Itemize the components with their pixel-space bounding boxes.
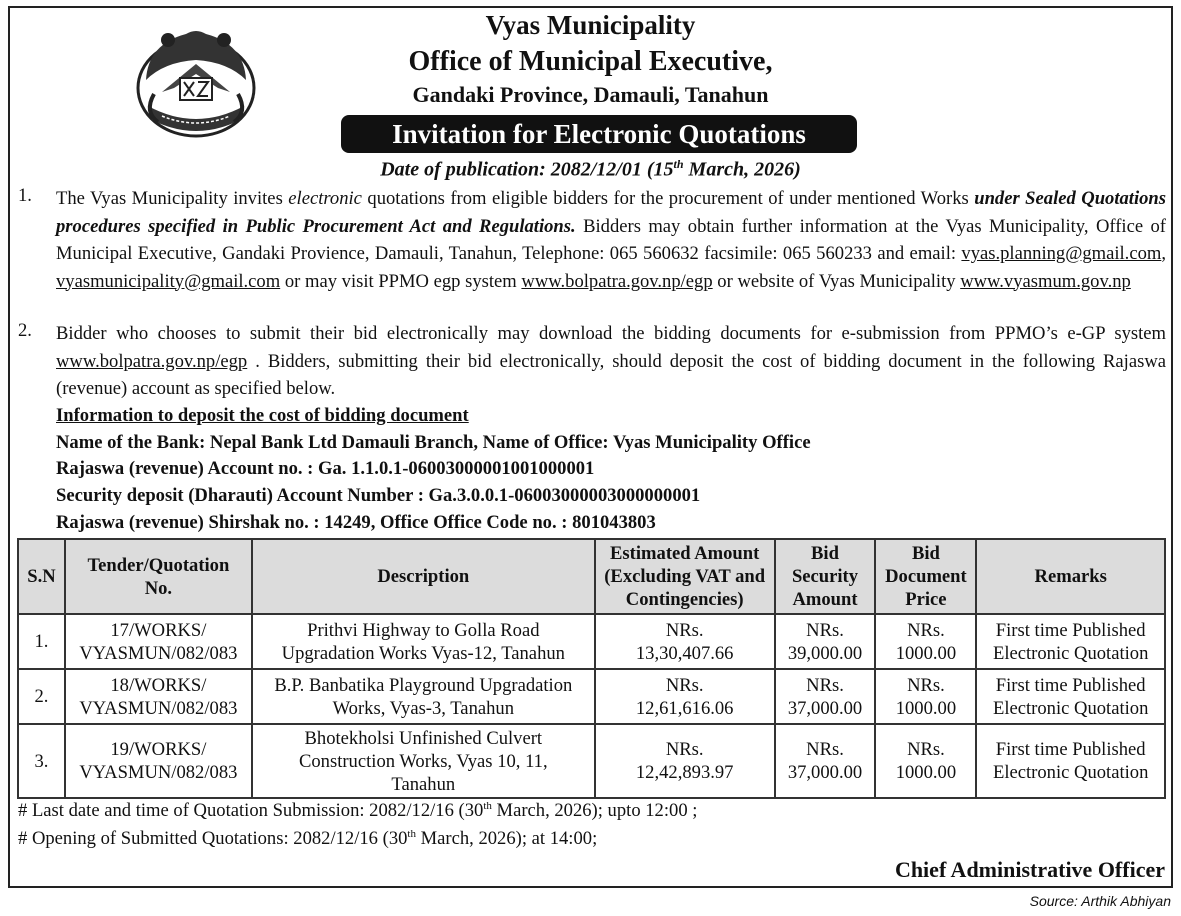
cell-sn: 2. bbox=[18, 669, 65, 724]
cell-bid-security: NRs. 37,000.00 bbox=[775, 724, 876, 798]
cell-sn: 1. bbox=[18, 614, 65, 669]
cell-estimated-amount: NRs. 13,30,407.66 bbox=[595, 614, 775, 669]
bolpatra-link[interactable]: www.bolpatra.gov.np/egp bbox=[521, 270, 713, 292]
para-1-number: 1. bbox=[18, 185, 32, 206]
email-planning-link[interactable]: vyas.planning@gmail.com bbox=[961, 243, 1162, 264]
cell-description: Bhotekholsi Unfinished Culvert Construction Works, Vyas 10, 11, Tanahun bbox=[252, 724, 595, 798]
cell-document-price: NRs. 1000.00 bbox=[875, 724, 976, 798]
cell-tender-no: 19/WORKS/ VYASMUN/082/083 bbox=[65, 724, 252, 798]
cell-description: B.P. Banbatika Playground Upgradation Works, Vyas-3, Tanahun bbox=[252, 669, 595, 724]
source-credit: Source: Arthik Abhiyan bbox=[1029, 893, 1171, 909]
tender-table bbox=[17, 538, 1166, 799]
bank-name: Name of the Bank: Nepal Bank Ltd Damauli Branch, Name of Office: Vyas Municipality Office bbox=[56, 432, 811, 453]
opening-note: # Opening of Submitted Quotations: 2082/12/16 (30th March, 2026); at 14:00; bbox=[18, 828, 598, 850]
col-bid-document-price: Bid Document Price bbox=[875, 539, 976, 614]
cell-description: Prithvi Highway to Golla Road Upgradation Works Vyas-12, Tanahun bbox=[252, 614, 595, 669]
cell-estimated-amount: NRs. 12,42,893.97 bbox=[595, 724, 775, 798]
vyasmum-website-link[interactable]: www.vyasmum.gov.np bbox=[960, 270, 1131, 292]
para-2: Bidder who chooses to submit their bid electronically may download the bidding documents for e-submission from PPMO’s e-GP system www.bolpatra.gov.np/egp . Bidders, submitting their bid electronically, should deposit the cost of bidding document in the following Rajaswa (revenue) account as specified below. bbox=[56, 323, 1166, 399]
shirshak-office-code: Rajaswa (revenue) Shirshak no. : 14249, Office Office Code no. : 801043803 bbox=[56, 512, 656, 533]
cell-remarks: First time Published Electronic Quotation bbox=[976, 724, 1165, 798]
cell-estimated-amount: NRs. 12,61,616.06 bbox=[595, 669, 775, 724]
signatory-title: Chief Administrative Officer bbox=[894, 857, 1165, 882]
col-bid-security: Bid Security Amount bbox=[775, 539, 876, 614]
table-row bbox=[18, 669, 1165, 724]
cell-bid-security: NRs. 39,000.00 bbox=[775, 614, 876, 669]
cell-document-price: NRs. 1000.00 bbox=[875, 614, 976, 669]
last-date-note: # Last date and time of Quotation Submission: 2082/12/16 (30th March, 2026); upto 12:00 ; bbox=[18, 800, 698, 822]
cell-tender-no: 18/WORKS/ VYASMUN/082/083 bbox=[65, 669, 252, 724]
notice-title-banner: Invitation for Electronic Quotations bbox=[341, 115, 857, 153]
cell-remarks: First time Published Electronic Quotation bbox=[976, 669, 1165, 724]
table-row bbox=[18, 724, 1165, 798]
office-address: Gandaki Province, Damauli, Tanahun bbox=[412, 82, 769, 107]
municipality-name: Vyas Municipality bbox=[485, 10, 696, 40]
para-2-number: 2. bbox=[18, 320, 32, 341]
email-municipality-link[interactable]: vyasmunicipality@gmail.com bbox=[56, 270, 281, 292]
cell-document-price: NRs. 1000.00 bbox=[875, 669, 976, 724]
bolpatra-egp-link[interactable]: www.bolpatra.gov.np/egp bbox=[56, 350, 248, 372]
rajaswa-account: Rajaswa (revenue) Account no. : Ga. 1.1.0.1-06003000001001000001 bbox=[56, 458, 595, 479]
col-remarks: Remarks bbox=[976, 539, 1165, 614]
cell-remarks: First time Published Electronic Quotation bbox=[976, 614, 1165, 669]
col-sn: S.N bbox=[18, 539, 65, 614]
para-1: The Vyas Municipality invites electronic quotations from eligible bidders for the procurement of under mentioned Works under Sealed Quotations procedures specified in Public Procurement Act and Regulations. Bidders may obtain further information at the Vyas Municipality, Office of Municipal Executive, Gandaki Provience, Damauli, Tanahun, Telephone: 065 560632 facsimile: 065 560233 and email: vyas.planning@gmail.com, vyasmunicipality@gmail.com or may visit PPMO egp system www.bolpatra.gov.np/egp or website of Vyas Municipality www.vyasmum.gov.np bbox=[56, 188, 1167, 292]
table-header-row bbox=[18, 539, 1165, 614]
office-name: Office of Municipal Executive, bbox=[408, 46, 773, 77]
cell-bid-security: NRs. 37,000.00 bbox=[775, 669, 876, 724]
col-description: Description bbox=[252, 539, 595, 614]
col-estimated-amount: Estimated Amount (Excluding VAT and Contingencies) bbox=[595, 539, 775, 614]
cell-sn: 3. bbox=[18, 724, 65, 798]
table-row bbox=[18, 614, 1165, 669]
publication-date: Date of publication: 2082/12/01 (15th March, 2026) bbox=[380, 157, 801, 181]
deposit-info-heading: Information to deposit the cost of bidding document bbox=[56, 405, 469, 426]
col-tender-no: Tender/Quotation No. bbox=[65, 539, 252, 614]
security-deposit-account: Security deposit (Dharauti) Account Number : Ga.3.0.0.1-06003000003000000001 bbox=[56, 485, 701, 506]
cell-tender-no: 17/WORKS/ VYASMUN/082/083 bbox=[65, 614, 252, 669]
